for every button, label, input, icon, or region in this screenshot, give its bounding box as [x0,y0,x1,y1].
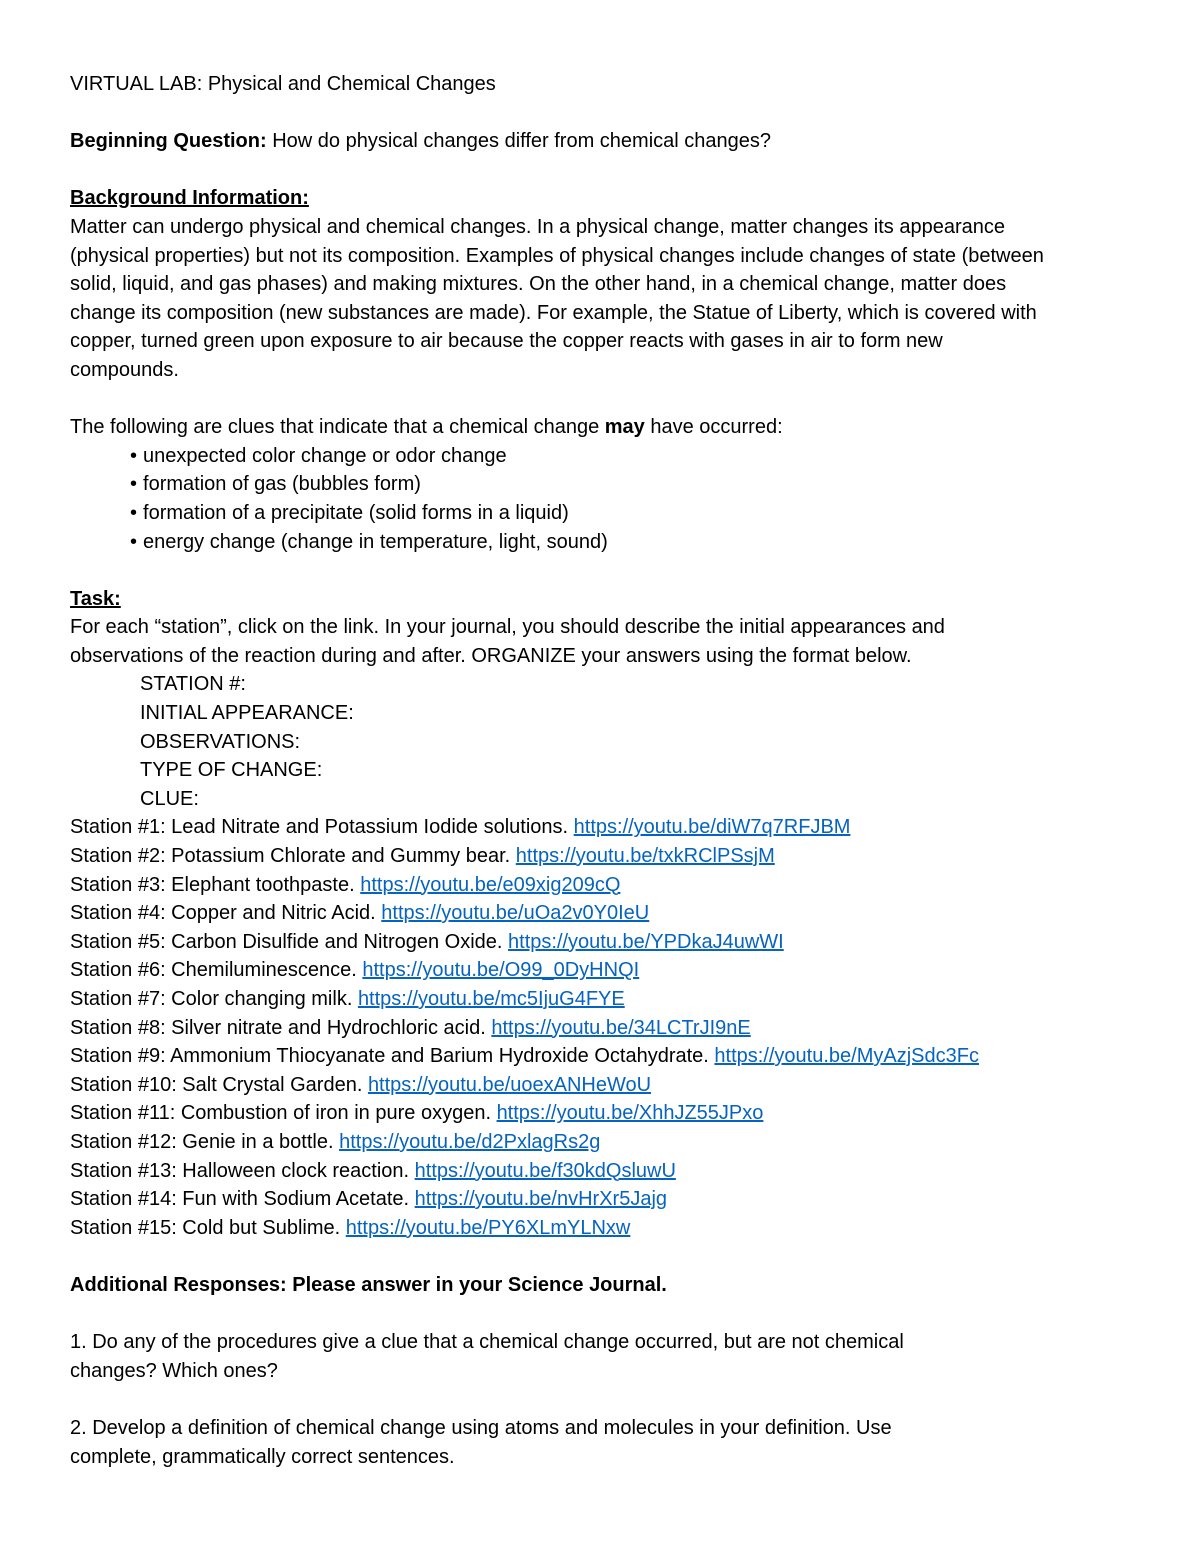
clue-item: • unexpected color change or odor change [70,442,1140,471]
station-item [70,813,1140,842]
station-link[interactable]: https://youtu.be/YPDkaJ4uwWI [508,930,784,953]
clues-intro: The following are clues that indicate that a chemical change may have occurred: [70,416,783,439]
beginning-question [70,127,1140,156]
station-link[interactable]: https://youtu.be/uoexANHeWoU [367,1073,652,1096]
station-link[interactable]: https://youtu.be/nvHrXr5Jajg [414,1188,668,1211]
station-link[interactable]: https://youtu.be/txkRClPSsjM [515,845,775,868]
station-item [70,1042,1140,1071]
station-link[interactable]: https://youtu.be/d2PxlagRs2g [339,1130,601,1153]
station-label: Station #2: Potassium Chlorate and Gummy bear. [70,845,516,868]
station-label: Station #11: Combustion of iron in pure oxygen. [70,1102,497,1125]
station-label: Station #4: Copper and Nitric Acid. [70,902,382,925]
background-line: solid, liquid, and gas phases) and making mixtures. On the other hand, in a chemical change, matter does [70,273,1007,296]
station-item [70,1157,1140,1186]
station-label: Station #7: Color changing milk. [70,988,358,1010]
background-heading: Background Information: [70,187,309,210]
format-item: INITIAL APPEARANCE: [140,702,354,725]
clue-item: • formation of gas (bubbles form) [70,470,1140,499]
station-item [70,871,1140,900]
station-label: Station #3: Elephant toothpaste. [70,873,361,896]
station-label: Station #1: Lead Nitrate and Potassium Iodide solutions. [70,816,574,839]
station-label: Station #12: Genie in a bottle. [70,1130,340,1153]
station-label: Station #6: Chemiluminescence. [70,959,363,982]
format-item: STATION #: [140,673,246,696]
station-link[interactable]: https://youtu.be/XhhJZ55JPxo [496,1102,764,1125]
background-line: copper, turned green upon exposure to air because the copper reacts with gases in air to form new [70,330,943,353]
station-label: Station #5: Carbon Disulfide and Nitrogen Oxide. [70,930,509,953]
format-item: TYPE OF CHANGE: [140,759,323,782]
station-link[interactable]: https://youtu.be/34LCTrJI9nE [491,1016,751,1039]
format-item: OBSERVATIONS: [140,730,301,753]
station-item [70,956,1140,985]
station-label: Station #9: Ammonium Thiocyanate and Barium Hydroxide Octahydrate. [70,1045,715,1068]
station-link[interactable]: https://youtu.be/e09xig209cQ [360,873,621,896]
station-link[interactable]: https://youtu.be/uOa2v0Y0IeU [381,902,650,925]
station-link[interactable]: https://youtu.be/f30kdQsluwU [414,1159,676,1182]
station-link[interactable]: https://youtu.be/O99_0DyHNQI [362,959,640,982]
background-line: compounds. [70,358,179,381]
station-list [70,813,1140,1242]
background-line: (physical properties) but not its composition. Examples of physical changes include changes of state (between [70,244,1044,267]
additional-heading: Additional Responses: Please answer in your Science Journal. [70,1273,667,1296]
station-link[interactable]: https://youtu.be/MyAzjSdc3Fc [714,1045,979,1068]
question-1-line: 1. Do any of the procedures give a clue that a chemical change occurred, but are not chemical [70,1331,904,1354]
task-line: observations of the reaction during and after. ORGANIZE your answers using the format below. [70,644,912,667]
question-1-line: changes? Which ones? [70,1359,278,1382]
station-link[interactable]: https://youtu.be/diW7q7RFJBM [573,816,851,839]
station-item [70,1214,1140,1243]
station-label: Station #10: Salt Crystal Garden. [70,1073,368,1096]
station-item [70,899,1140,928]
station-item [70,928,1140,957]
beginning-question-label: Beginning Question: [70,130,267,153]
document-title: VIRTUAL LAB: Physical and Chemical Changes [70,73,496,95]
station-item [70,1099,1140,1128]
format-item: CLUE: [140,787,199,810]
station-link[interactable]: https://youtu.be/mc5IjuG4FYE [357,988,625,1010]
station-label: Station #14: Fun with Sodium Acetate. [70,1188,415,1211]
station-link[interactable]: https://youtu.be/PY6XLmYLNxw [345,1216,631,1239]
task-line: For each “station”, click on the link. In your journal, you should describe the initial appearances and [70,616,945,639]
background-line: Matter can undergo physical and chemical changes. In a physical change, matter changes its appearance [70,215,1005,238]
station-item [70,985,1140,1014]
station-item [70,1014,1140,1043]
station-item [70,842,1140,871]
station-item [70,1128,1140,1157]
task-heading: Task: [70,587,121,610]
question-2-line: complete, grammatically correct sentences. [70,1445,455,1468]
background-line: change its composition (new substances are made). For example, the Statue of Liberty, which is covered with [70,301,1037,324]
station-item [70,1071,1140,1100]
station-item [70,1185,1140,1214]
station-label: Station #15: Cold but Sublime. [70,1216,346,1239]
document-page [70,70,1140,1471]
station-label: Station #13: Halloween clock reaction. [70,1159,415,1182]
clues-intro-emphasis: may [604,416,645,439]
beginning-question-text: How do physical changes differ from chemical changes? [266,130,771,153]
clue-item: • energy change (change in temperature, light, sound) [70,528,1140,557]
question-2-line: 2. Develop a definition of chemical change using atoms and molecules in your definition. Use [70,1416,892,1439]
clue-item: • formation of a precipitate (solid forms in a liquid) [70,499,1140,528]
station-label: Station #8: Silver nitrate and Hydrochloric acid. [70,1016,492,1039]
